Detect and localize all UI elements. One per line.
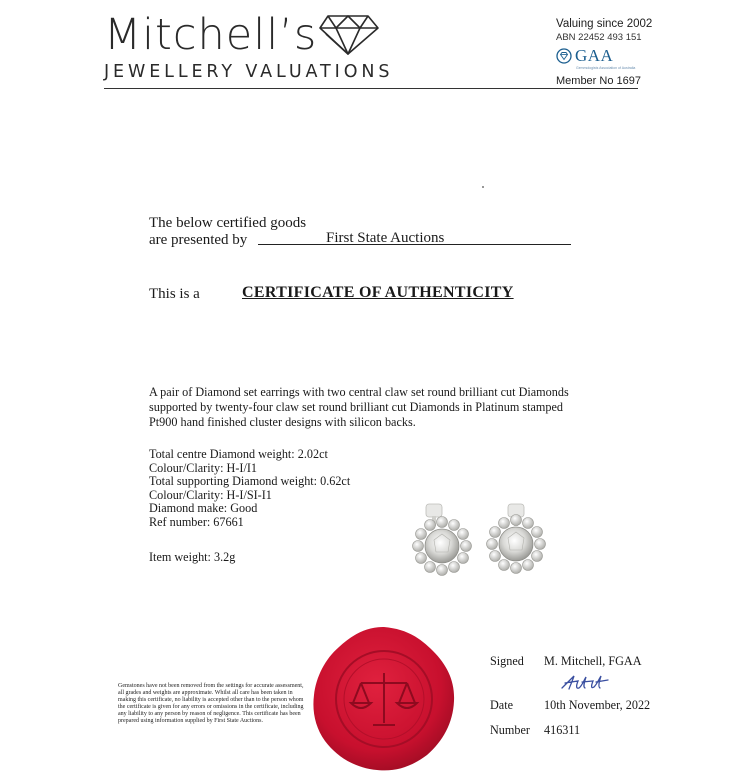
header-divider (104, 88, 638, 89)
spec-list (149, 448, 350, 530)
spec-line: Ref number: 67661 (149, 514, 244, 529)
spec-line: Total supporting Diamond weight: 0.62ct (149, 474, 351, 489)
diamond-outline-icon (318, 12, 380, 56)
earrings-photo (404, 498, 572, 580)
certificate-number: 416311 (544, 723, 581, 737)
date-label: Date (490, 698, 514, 712)
item-description: A pair of Diamond set earrings with two central claw set round brilliant cut Diamonds supported by twenty-four claw set round brilliant cut Diamonds in Platinum stamped Pt900 hand finished cluster designs with silicon backs. (149, 385, 569, 429)
brand-name: Mitchell’s (104, 10, 318, 60)
spec-line: Diamond make: Good (149, 501, 258, 516)
presenter-name: First State Auctions (326, 230, 445, 246)
number-label: Number (490, 723, 530, 737)
gem-badge-icon (556, 48, 572, 64)
disclaimer-text: Gemstones have not been removed from the settings for accurate assessment, all grades and weights are approximate. Whilst all care has been taken in making this certificate, no liability is accepted other than to the person whom the certificate is given for any errors or omissions in the certificate, including any liability to any person by reason of negligence. This certificate has been prepared using information supplied by First State Auctions. (118, 683, 304, 724)
gaa-label: GAA (575, 46, 614, 65)
signed-label: Signed (490, 654, 524, 668)
brand-subtitle: JEWELLERY VALUATIONS (104, 62, 394, 82)
valuing-since: Valuing since 2002 (556, 18, 653, 30)
intro-line-2: are presented by (149, 232, 248, 248)
handwritten-signature (560, 672, 610, 694)
spec-line: Colour/Clarity: H-I/SI-I1 (149, 487, 272, 502)
wax-seal (311, 625, 457, 773)
signer-name: M. Mitchell, FGAA (544, 654, 642, 668)
intro-line-1: The below certified goods (149, 215, 307, 231)
certificate-prefix: This is a (149, 286, 200, 302)
item-weight: Item weight: 3.2g (149, 550, 236, 564)
gaa-tagline: Gemmologists Association of Australia (576, 66, 636, 70)
accreditation-block (556, 18, 652, 87)
date-value: 10th November, 2022 (544, 698, 651, 712)
member-number: Member No 1697 (556, 75, 641, 87)
abn-number: ABN 22452 493 151 (556, 32, 642, 43)
spec-line: Colour/Clarity: H-I/I1 (149, 460, 257, 475)
gaa-logo (556, 46, 652, 66)
speck (482, 186, 484, 188)
spec-line: Total centre Diamond weight: 2.02ct (149, 447, 328, 461)
certificate-title: CERTIFICATE OF AUTHENTICITY (242, 284, 514, 301)
